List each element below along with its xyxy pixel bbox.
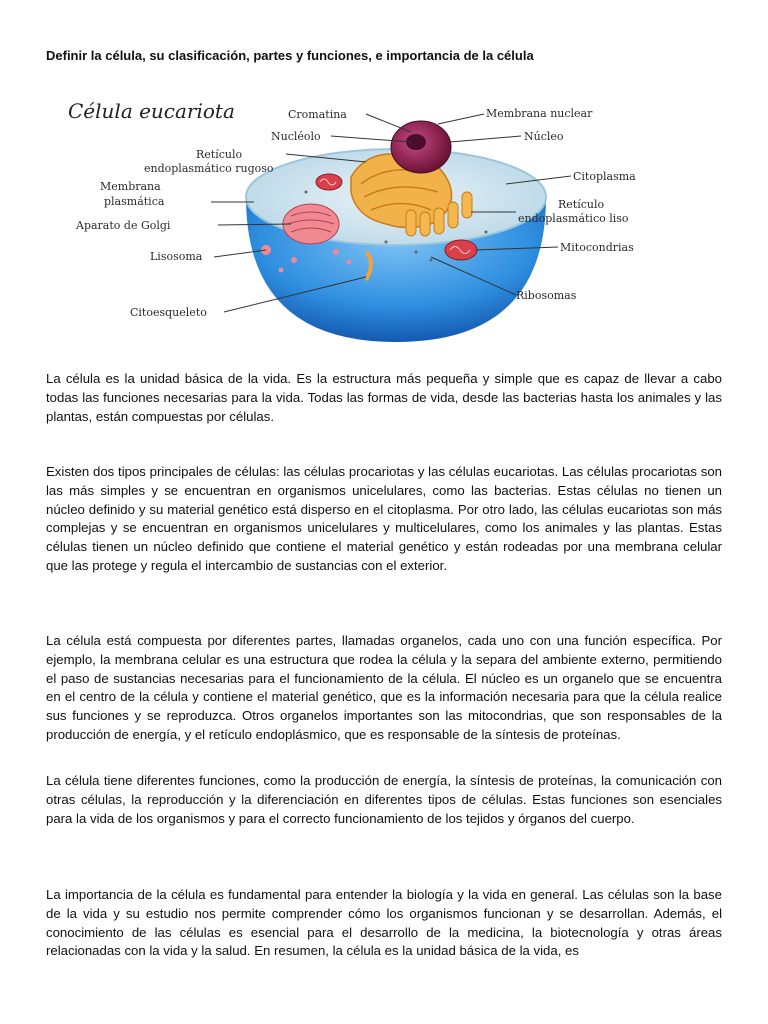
label-reticulo-rugoso-line2: endoplasmático rugoso	[144, 162, 274, 175]
golgi-shape	[283, 204, 339, 244]
label-ribosomas: Ribosomas	[516, 289, 577, 302]
label-nucleo: Núcleo	[524, 130, 564, 143]
label-membrana-plasmatica-line1: Membrana	[100, 180, 161, 193]
cell-diagram-svg	[66, 92, 666, 347]
label-reticulo-liso-line2: endoplasmático liso	[518, 212, 629, 225]
label-cromatina: Cromatina	[288, 108, 347, 121]
label-golgi: Aparato de Golgi	[76, 219, 171, 232]
label-mitocondrias: Mitocondrias	[560, 241, 634, 254]
label-membrana-nuclear: Membrana nuclear	[486, 107, 593, 120]
paragraph-classification: Existen dos tipos principales de células: las células procariotas y las células eucariotas. Las células procariotas son las más simples y se encuentran en organismos unicelulares, como las bacterias. Estas células no tienen un núcleo definido y su material genético está disperso en el citoplasma. Por otro lado, las células eucariotas son más complejas y se encuentran en organismos unicelulares y multicelulares, como los animales y las plantas. Estas células tienen un núcleo definido que contiene el material genético y están rodeadas por una membrana celular que las protege y regula el intercambio de sustancias con el exterior.	[46, 464, 722, 573]
document-heading: Definir la célula, su clasificación, partes y funciones, e importancia de la célula	[46, 48, 534, 63]
paragraph-functions: La célula tiene diferentes funciones, como la producción de energía, la síntesis de proteínas, la comunicación con otras células, la reproducción y la diferenciación en diferentes tipos de células. Estas funciones son esenciales para la vida de los organismos y para el correcto funcionamiento de los tejidos y órganos del cuerpo.	[46, 773, 722, 826]
label-reticulo-rugoso-line1: Retículo	[196, 148, 243, 161]
paragraph-importance: La importancia de la célula es fundamental para entender la biología y la vida en general. Las células son la base de la vida y su estudio nos permite comprender cómo los organismos funcionan y se desarrollan. Además, el conocimiento de las células es esencial para el desarrollo de la medicina, la biotecnología y otras áreas relacionadas con la vida y la salud. En resumen, la célula es la unidad básica de la vida, es	[46, 887, 722, 959]
label-nucleolo: Nucléolo	[271, 130, 321, 143]
label-citoplasma: Citoplasma	[573, 170, 636, 183]
paragraph-parts: La célula está compuesta por diferentes partes, llamadas organelos, cada uno con una función específica. Por ejemplo, la membrana celular es una estructura que rodea la célula y la separa del ambiente externo, permitiendo el paso de sustancias necesarias para el funcionamiento de la célula. El núcleo es un organelo que se encuentra en el centro de la célula y contiene el material genético, que es la información necesaria para que la célula realice sus funciones y se reproduzca. Otros organelos importantes son las mitocondrias, que son responsables de la producción de energía, y el retículo endoplásmico, que es responsable de la síntesis de proteínas.	[46, 633, 722, 742]
nucleus-shape	[391, 121, 451, 173]
label-reticulo-liso-line1: Retículo	[558, 198, 605, 211]
label-lisosoma: Lisosoma	[150, 250, 203, 263]
paragraph-definition: La célula es la unidad básica de la vida. Es la estructura más pequeña y simple que es capaz de llevar a cabo todas las funciones necesarias para la vida. Todas las formas de vida, desde las bacterias hasta los animales y las plantas, están compuestas por células.	[46, 371, 722, 424]
cell-diagram	[66, 92, 666, 347]
diagram-title: Célula eucariota	[68, 99, 235, 123]
label-membrana-plasmatica-line2: plasmática	[104, 195, 165, 208]
label-citoesqueleto: Citoesqueleto	[130, 306, 207, 319]
